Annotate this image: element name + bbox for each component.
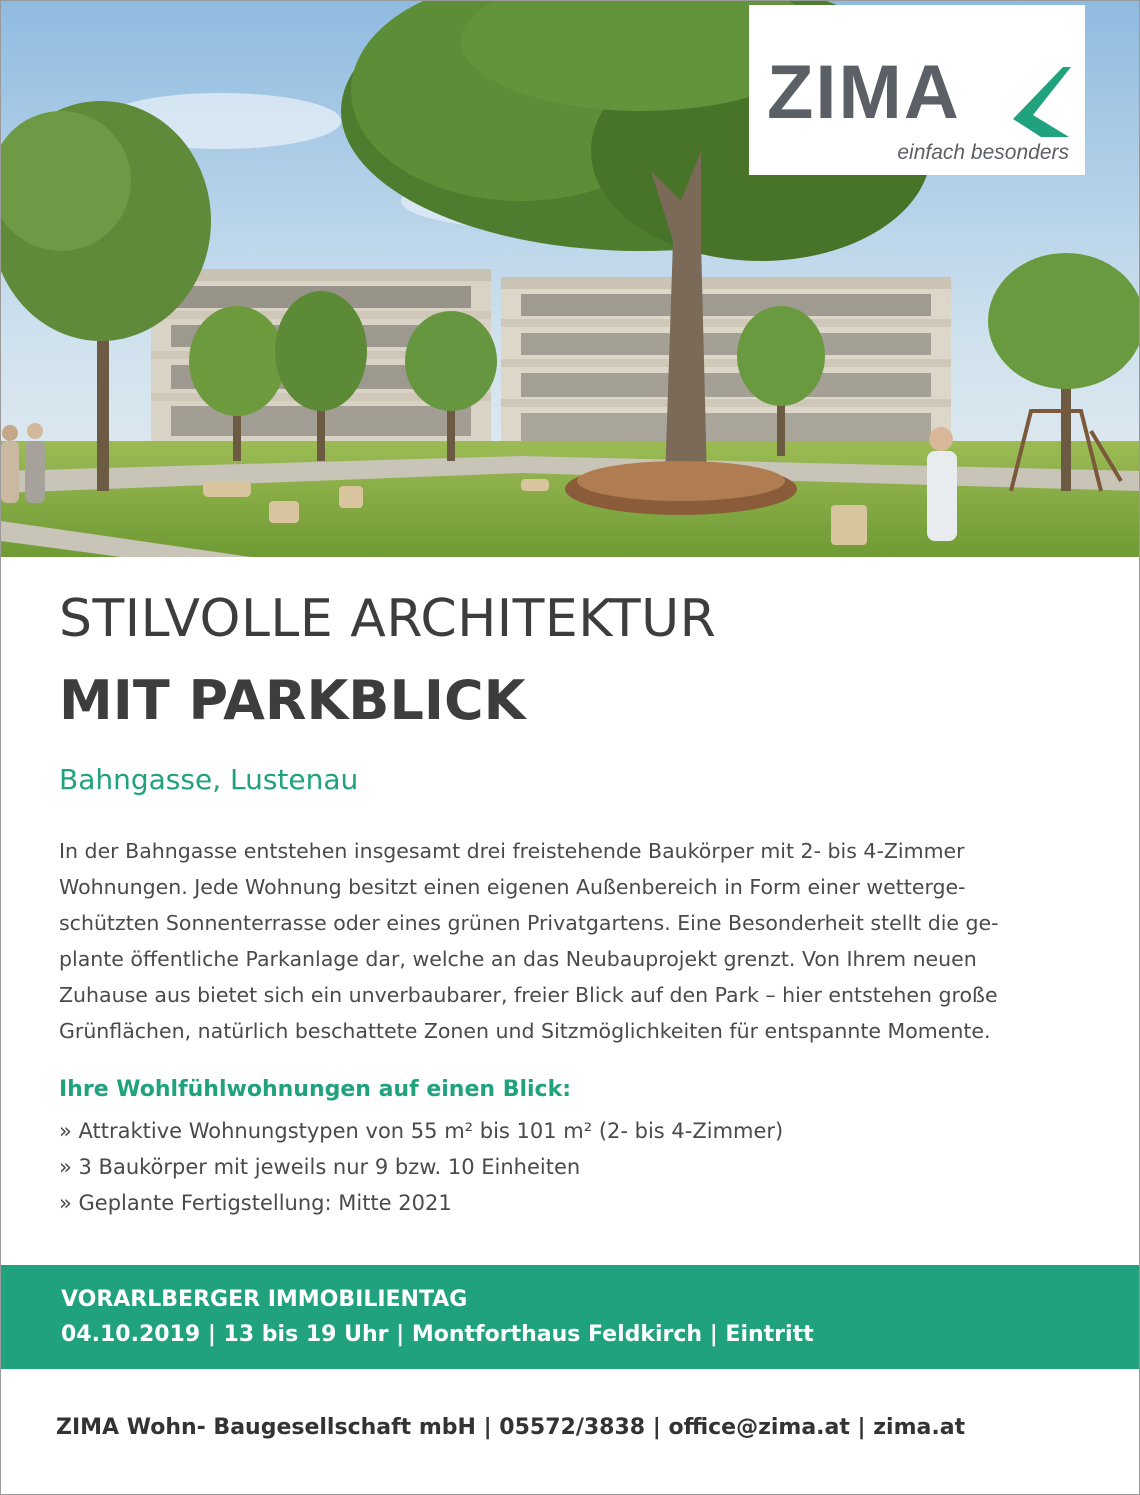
description-line: Grünflächen, natürlich beschattete Zonen und Sitzmöglichkeiten für entspannte Momente.: [59, 1019, 991, 1043]
stump-seat: [269, 501, 299, 523]
event-details: 04.10.2019 | 13 bis 19 Uhr | Montforthaus Feldkirch | Eintritt: [61, 1322, 814, 1347]
location-subtitle: Bahngasse, Lustenau: [59, 763, 359, 796]
description-line: Zuhause aus bietet sich ein unverbaubarer, freier Blick auf den Park – hier entstehen große: [59, 983, 998, 1007]
stump-seat: [521, 479, 549, 491]
description-line: Wohnungen. Jede Wohnung besitzt einen eigenen Außenbereich in Form einer wetterge-: [59, 875, 966, 899]
event-title: VORARLBERGER IMMOBILIENTAG: [61, 1287, 468, 1312]
stump-seat: [831, 505, 867, 545]
feature-item: » Geplante Fertigstellung: Mitte 2021: [59, 1191, 452, 1215]
stump-seat: [203, 481, 251, 497]
event-banner: [1, 1265, 1139, 1369]
features-list: [59, 1113, 783, 1221]
zima-logo: [749, 5, 1085, 175]
stump-seat: [339, 486, 363, 508]
headline-line-2: MIT PARKBLICK: [59, 669, 526, 732]
headline-line-1: STILVOLLE ARCHITEKTUR: [59, 589, 717, 649]
logo-tagline: einfach besonders: [897, 141, 1069, 164]
description-paragraph: [59, 833, 1089, 1049]
logo-wordmark: ZIMA: [767, 50, 961, 135]
description-line: plante öffentliche Parkanlage dar, welche an das Neubauprojekt grenzt. Von Ihrem neuen: [59, 947, 977, 971]
description-line: In der Bahngasse entstehen insgesamt drei freistehende Baukörper mit 2- bis 4-Zimmer: [59, 839, 965, 863]
feature-item: » 3 Baukörper mit jeweils nur 9 bzw. 10 Einheiten: [59, 1155, 581, 1179]
feature-item: » Attraktive Wohnungstypen von 55 m² bis 101 m² (2- bis 4-Zimmer): [59, 1119, 784, 1143]
description-line: schützten Sonnenterrasse oder eines grünen Privatgartens. Eine Besonderheit stellt die ge-: [59, 911, 999, 935]
round-bench: [577, 461, 785, 501]
features-title: Ihre Wohlfühlwohnungen auf einen Blick:: [59, 1077, 572, 1102]
building-right: [501, 277, 951, 447]
logo-accent-icon: [1011, 67, 1071, 137]
company-contact-footer: ZIMA Wohn- Baugesellschaft mbH | 05572/3838 | office@zima.at | zima.at: [56, 1415, 966, 1440]
